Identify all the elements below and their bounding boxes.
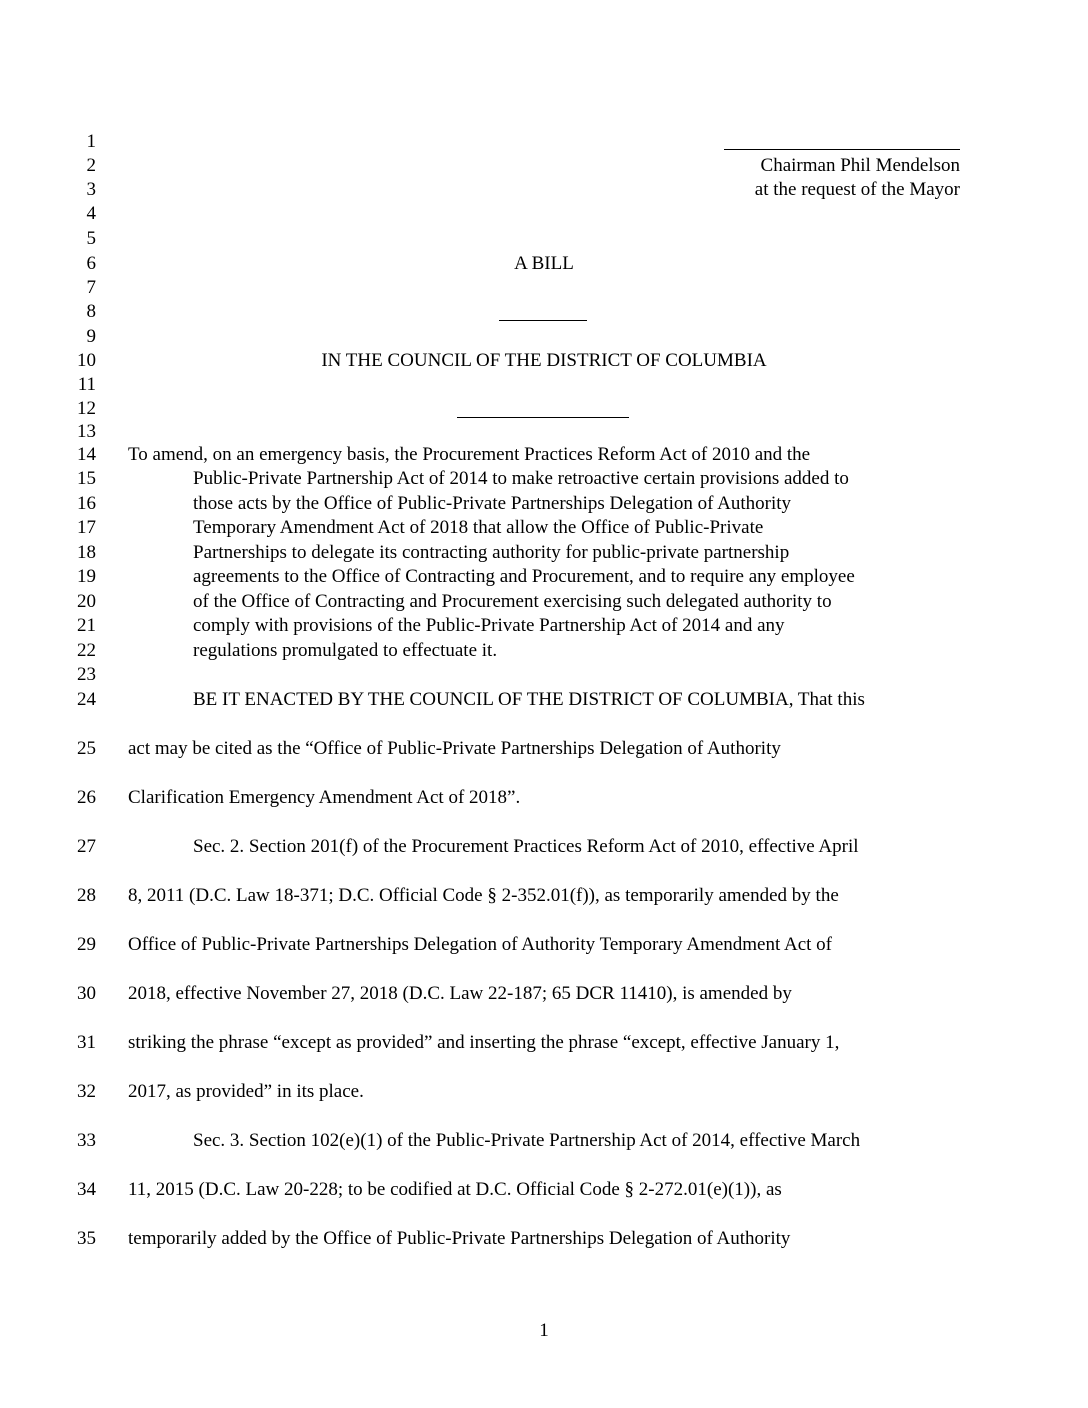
- line-number: 21: [77, 615, 96, 636]
- line-number: 25: [77, 738, 96, 759]
- line-number: 11: [77, 374, 96, 395]
- bill-number-line: [499, 320, 587, 321]
- line-number: 35: [77, 1228, 96, 1249]
- line-number: 22: [77, 640, 96, 661]
- signature-line: [724, 149, 960, 150]
- line-number: 31: [77, 1032, 96, 1053]
- line-number: 27: [77, 836, 96, 857]
- line-number: 13: [77, 421, 96, 442]
- line-number: 8: [86, 301, 96, 322]
- line-number: 14: [77, 444, 96, 465]
- body-line: striking the phrase “except as provided” and inserting the phrase “except, effective January 1,: [128, 1032, 840, 1053]
- line-number: 30: [77, 983, 96, 1004]
- line-number: 10: [77, 350, 96, 371]
- line-number: 12: [77, 398, 96, 419]
- body-line: act may be cited as the “Office of Public-Private Partnerships Delegation of Authority: [128, 738, 781, 759]
- line-number: 2: [86, 155, 96, 176]
- title-line: [457, 417, 629, 418]
- line-number: 1: [86, 131, 96, 152]
- bill-title-line: those acts by the Office of Public-Private Partnerships Delegation of Authority: [193, 493, 792, 514]
- bill-heading: A BILL: [514, 253, 574, 274]
- enacting-clause: BE IT ENACTED BY THE COUNCIL OF THE DISTRICT OF COLUMBIA, That this: [193, 689, 865, 710]
- page-number: 1: [539, 1320, 549, 1341]
- line-number: 3: [86, 179, 96, 200]
- council-heading: IN THE COUNCIL OF THE DISTRICT OF COLUMBIA: [321, 350, 767, 371]
- line-number: 18: [77, 542, 96, 563]
- bill-title-line: agreements to the Office of Contracting and Procurement, and to require any employee: [193, 566, 855, 587]
- section-2-heading: Sec. 2. Section 201(f) of the Procurement Practices Reform Act of 2010, effective April: [193, 836, 859, 857]
- body-line: Clarification Emergency Amendment Act of 2018”.: [128, 787, 521, 808]
- bill-title-line: Temporary Amendment Act of 2018 that allow the Office of Public-Private: [193, 517, 764, 538]
- body-line: Office of Public-Private Partnerships Delegation of Authority Temporary Amendment Act of: [128, 934, 832, 955]
- line-number: 32: [77, 1081, 96, 1102]
- line-number: 20: [77, 591, 96, 612]
- line-number: 4: [86, 203, 96, 224]
- line-number: 28: [77, 885, 96, 906]
- line-number: 16: [77, 493, 96, 514]
- line-number: 7: [86, 277, 96, 298]
- line-number: 26: [77, 787, 96, 808]
- line-number: 6: [86, 253, 96, 274]
- line-number: 19: [77, 566, 96, 587]
- sponsor-name: Chairman Phil Mendelson: [760, 155, 960, 176]
- section-3-heading: Sec. 3. Section 102(e)(1) of the Public-Private Partnership Act of 2014, effective March: [193, 1130, 861, 1151]
- body-line: 8, 2011 (D.C. Law 18-371; D.C. Official Code § 2-352.01(f)), as temporarily amended by the: [128, 885, 839, 906]
- line-number: 29: [77, 934, 96, 955]
- body-line: 2017, as provided” in its place.: [128, 1081, 364, 1102]
- bill-title-line: comply with provisions of the Public-Private Partnership Act of 2014 and any: [193, 615, 785, 636]
- body-line: 11, 2015 (D.C. Law 20-228; to be codified at D.C. Official Code § 2-272.01(e)(1)), as: [128, 1179, 782, 1200]
- line-number: 24: [77, 689, 96, 710]
- line-number: 17: [77, 517, 96, 538]
- bill-title-line: To amend, on an emergency basis, the Procurement Practices Reform Act of 2010 and the: [128, 444, 811, 465]
- body-line: temporarily added by the Office of Public-Private Partnerships Delegation of Authority: [128, 1228, 791, 1249]
- line-number: 9: [86, 326, 96, 347]
- bill-title-line: Partnerships to delegate its contracting authority for public-private partnership: [193, 542, 790, 563]
- body-line: 2018, effective November 27, 2018 (D.C. Law 22-187; 65 DCR 11410), is amended by: [128, 983, 792, 1004]
- sponsor-request: at the request of the Mayor: [754, 179, 960, 200]
- bill-title-line: regulations promulgated to effectuate it.: [193, 640, 498, 661]
- line-number: 15: [77, 468, 96, 489]
- bill-title-line: of the Office of Contracting and Procurement exercising such delegated authority to: [193, 591, 832, 612]
- line-number: 5: [86, 228, 96, 249]
- bill-title-line: Public-Private Partnership Act of 2014 to make retroactive certain provisions added to: [193, 468, 849, 489]
- line-number: 23: [77, 664, 96, 685]
- line-number: 33: [77, 1130, 96, 1151]
- line-number: 34: [77, 1179, 96, 1200]
